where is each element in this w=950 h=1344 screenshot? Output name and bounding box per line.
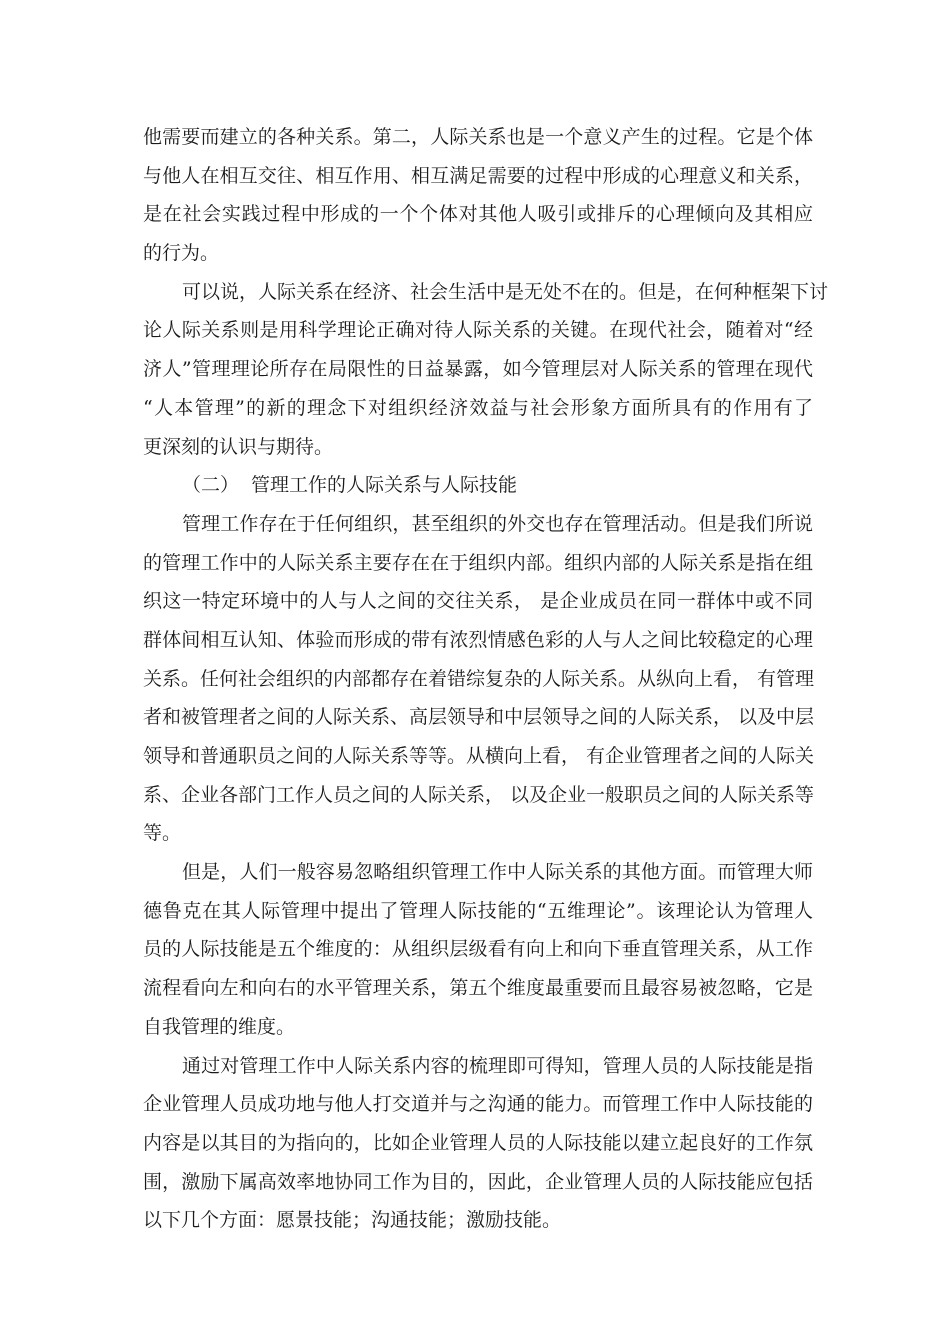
text-line: 通过对管理工作中人际关系内容的梳理即可得知，管理人员的人际技能是指 bbox=[182, 1054, 813, 1077]
text-line: 的管理工作中的人际关系主要存在在于组织内部。组织内部的人际关系是指在组 bbox=[143, 551, 813, 574]
text-line: “人本管理”的新的理念下对组织经济效益与社会形象方面所具有的作用有了 bbox=[143, 396, 813, 419]
text-line: 是在社会实践过程中形成的一个个体对其他人吸引或排斥的心理倾向及其相应 bbox=[143, 203, 813, 226]
text-line: 管理工作存在于任何组织，甚至组织的外交也存在管理活动。但是我们所说 bbox=[182, 512, 813, 535]
text-line: 企业管理人员成功地与他人打交道并与之沟通的能力。而管理工作中人际技能的 bbox=[143, 1093, 813, 1116]
text-line: 的行为。 bbox=[143, 242, 220, 265]
text-line: 领导和普通职员之间的人际关系等等。从横向上看， 有企业管理者之间的人际关 bbox=[143, 745, 815, 767]
text-line: 内容是以其目的为指向的，比如企业管理人员的人际技能以建立起良好的工作氛 bbox=[143, 1131, 813, 1154]
text-line: 可以说，人际关系在经济、社会生活中是无处不在的。但是，在何种框架下讨 bbox=[182, 280, 829, 303]
text-line: 自我管理的维度。 bbox=[143, 1015, 296, 1038]
text-line: 系、企业各部门工作人员之间的人际关系， 以及企业一般职员之间的人际关系等 bbox=[143, 783, 815, 806]
text-line: 与他人在相互交往、相互作用、相互满足需要的过程中形成的心理意义和关系， bbox=[143, 164, 813, 187]
text-line: 以下几个方面：愿景技能；沟通技能；激励技能。 bbox=[143, 1209, 562, 1232]
paragraph bbox=[143, 1047, 813, 1240]
section-title: 管理工作的人际关系与人际技能 bbox=[251, 474, 518, 497]
text-line: 德鲁克在其人际管理中提出了管理人际技能的“五维理论”。该理论认为管理人 bbox=[143, 899, 813, 922]
text-line: 更深刻的认识与期待。 bbox=[143, 435, 334, 458]
text-line: 围，激励下属高效率地协同工作为目的，因此，企业管理人员的人际技能应包括 bbox=[143, 1170, 813, 1193]
text-line: 群体间相互认知、体验而形成的带有浓烈情感色彩的人与人之间比较稳定的心理 bbox=[143, 628, 813, 651]
paragraph bbox=[143, 118, 813, 273]
paragraph bbox=[143, 273, 829, 466]
text-line: 员的人际技能是五个维度的：从组织层级看有向上和向下垂直管理关系，从工作 bbox=[143, 938, 813, 961]
text-line: 论人际关系则是用科学理论正确对待人际关系的关键。在现代社会，随着对“经 bbox=[143, 319, 813, 342]
paragraph bbox=[143, 853, 813, 1046]
text-line: 织这一特定环境中的人与人之间的交往关系， 是企业成员在同一群体中或不同 bbox=[143, 590, 813, 613]
text-line: 流程看向左和向右的水平管理关系，第五个维度最重要而且最容易被忽略，它是 bbox=[143, 977, 813, 1000]
text-line: 但是，人们一般容易忽略组织管理工作中人际关系的其他方面。而管理大师 bbox=[182, 861, 813, 884]
text-line: 等。 bbox=[143, 822, 182, 845]
document-page bbox=[143, 118, 829, 1240]
text-line: 关系。任何社会组织的内部都存在着错综复杂的人际关系。从纵向上看， 有管理 bbox=[143, 667, 815, 690]
text-line: 者和被管理者之间的人际关系、高层领导和中层领导之间的人际关系， 以及中层 bbox=[143, 706, 815, 729]
section-heading bbox=[143, 466, 813, 505]
text-line: 济人”管理理论所存在局限性的日益暴露，如今管理层对人际关系的管理在现代 bbox=[143, 358, 813, 381]
text-line: 他需要而建立的各种关系。第二，人际关系也是一个意义产生的过程。它是个体 bbox=[143, 126, 813, 148]
section-number: （二） bbox=[182, 474, 240, 497]
paragraph bbox=[143, 505, 813, 853]
